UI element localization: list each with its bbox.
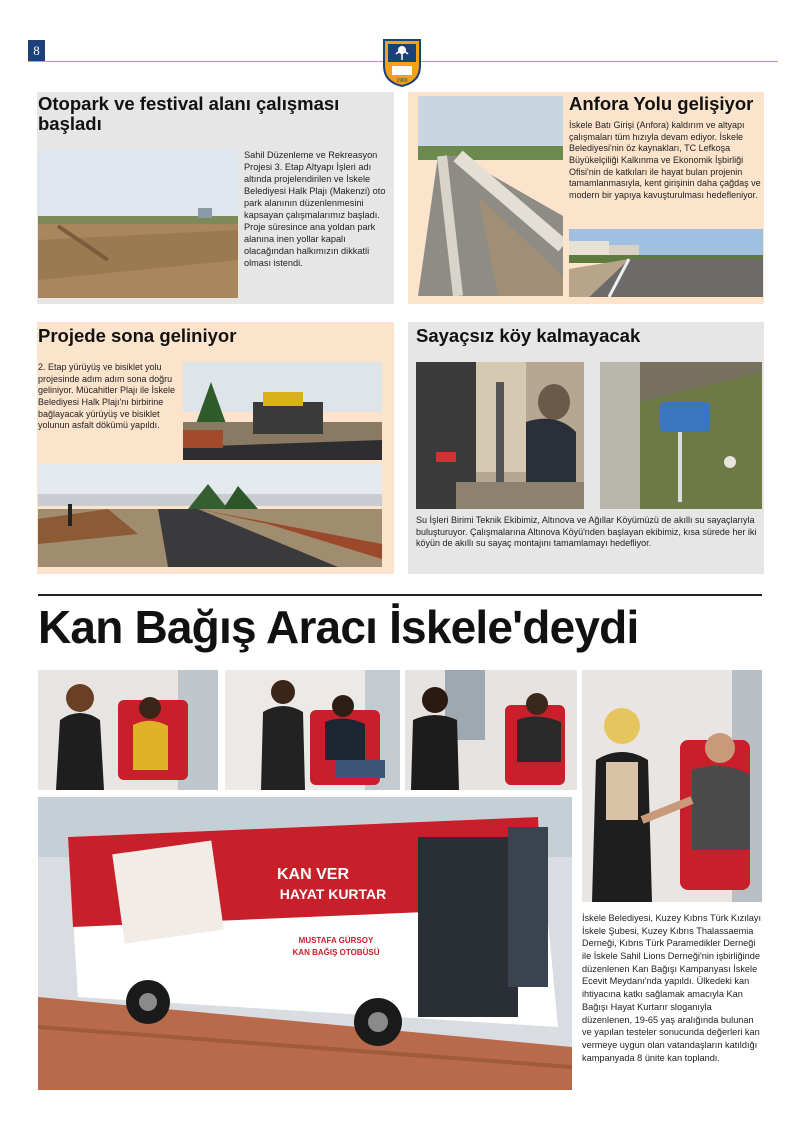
kan-body: İskele Belediyesi, Kuzey Kıbrıs Türk Kızılayı İskele Şubesi, Kuzey Kıbrıs Thalassaemia Derneği, Kıbrıs Türk Paramedikler Derneği ile İskele Sahil Lions Derneği'nin işbirliğinde düzenlenen Kan Bağışı Kampanyası İskele Ecevit Meydanı'nda yapıldı. Ülkedeki kan ihtiyacına katkı sağlamak amacıyla Kan Bağışı Hayat Kurtarır sloganıyla düzenlenen, 19-65 yaş aralığında bulunan ve yapılan testeler sonucunda değerleri kan vermeye uygun olan vatandaşların katıldığı kampanyada 8 ünite kan toplandı. — [582, 913, 762, 1063]
new-road-photo — [569, 229, 763, 297]
bus-slogan-line-1: KAN VER — [276, 866, 350, 883]
parking-lot-photo — [38, 150, 238, 298]
section-rule — [38, 594, 762, 596]
otopark-title: Otopark ve festival alanı çalışması başladı — [38, 93, 340, 135]
page-number: 8 — [28, 40, 45, 62]
logo-year: 1960 — [396, 78, 408, 84]
donor-photo-2 — [225, 670, 400, 790]
asphalt-paver-photo — [183, 362, 382, 460]
projede-title: Projede sona geliniyor — [38, 325, 237, 346]
donor-photo-3 — [405, 670, 577, 790]
sayacsiz-title: Sayaçsız köy kalmayacak — [416, 325, 641, 346]
meter-installation-photo — [416, 362, 584, 509]
otopark-body: Sahil Düzenleme ve Rekreasyon Projesi 3. Etap Altyapı İşleri adı altında projelendirilen ve İskele Belediyesi Halk Plajı (Makenzi) oto park alanının düzenlenmesini kapsayan çalışmalarımız başladı. Proje süresince ana yoldan park alanına inen yollar kapalı olacağından halkımızın dikkatli olması istendi. — [244, 150, 386, 268]
sayacsiz-body: Su İşleri Birimi Teknik Ekibimiz, Altınova ve Ağıllar Köyümüzü de akıllı su sayaçlarıyla buluşturuyor. Çalışmalarına Altınova Köyü'nden başlayan ekibimiz, kısa sürede her iki köyün de akıllı su sayaç montajını tamamlamayı hedefliyor. — [416, 515, 757, 549]
municipality-logo — [382, 36, 422, 88]
bike-path-photo — [38, 464, 382, 567]
anfora-title: Anfora Yolu gelişiyor — [569, 93, 754, 114]
donor-photo-1 — [38, 670, 218, 790]
projede-body: 2. Etap yürüyüş ve bisiklet yolu projesinde adım adım sona doğru geliniyor. Mücahitler Plajı ile İskele Belediyesi Halk Plajı'nı birbirine bağlayacak yürüyüş ve bisiklet yolunun asfalt dökümü yapıldı. — [38, 362, 176, 431]
bus-name: MUSTAFA GÜRSOY — [298, 936, 374, 945]
anfora-body: İskele Batı Girişi (Anfora) kaldırım ve altyapı çalışmaları tüm hızıyla devam ediyor. İskele Belediyesi'nin öz kaynakları, TC Lefkoşa Büyükelçiliği Kalkınma ve Ekonomik İşbirliği Ofisi'nin de katkıları ile hayat bulan projenin tamamlanmasıyla, kent girişinin daha çağdaş ve modern bir yapıya kavuşturulması hedefleniyor. — [569, 120, 761, 201]
blue-meter-photo — [600, 362, 762, 509]
blood-bus-photo — [38, 797, 572, 1090]
kan-title: Kan Bağış Aracı İskele'deydi — [38, 601, 639, 653]
bus-label: KAN BAĞIŞ OTOBÜSÜ — [292, 948, 380, 957]
bus-slogan-line-2: HAYAT KURTAR — [279, 886, 387, 902]
sidewalk-road-photo — [418, 96, 563, 296]
donor-photo-4 — [582, 670, 762, 902]
